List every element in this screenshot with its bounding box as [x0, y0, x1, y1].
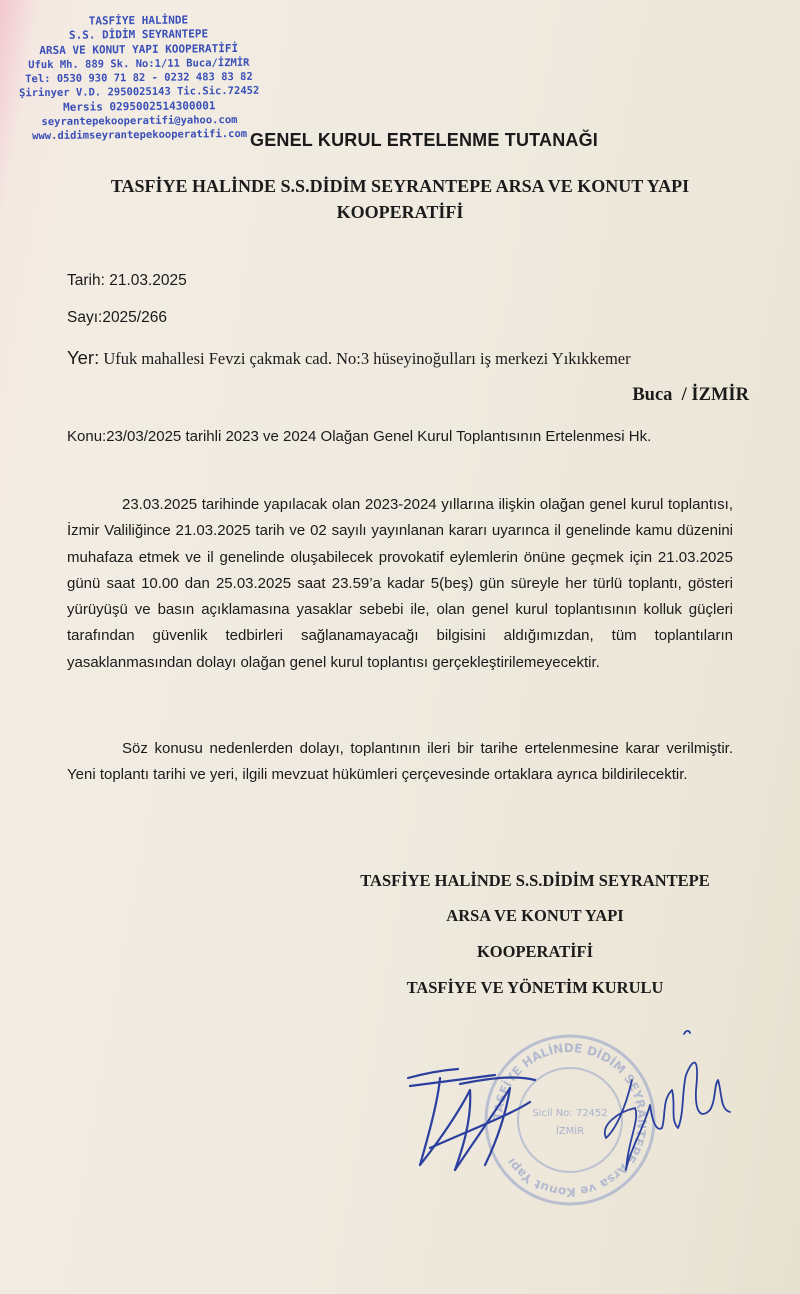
- document-number: Sayı:2025/266: [67, 309, 167, 326]
- signature-line-1: TASFİYE HALİNDE S.S.DİDİM SEYRANTEPE: [360, 871, 710, 890]
- signature-stroke: [605, 1063, 730, 1170]
- body-paragraph-2-text: Söz konusu nedenlerden dolayı, toplantının ileri bir tarihe ertelenmesine karar verilmiştir. Yeni toplantı tarihi ve yeri, ilgili mevzuat hükümleri çerçevesinde ortaklara ayrıca bildirilecektir.: [67, 740, 733, 784]
- signature-stroke: [455, 1088, 510, 1170]
- body-paragraph-2: [67, 736, 733, 789]
- place-label: Yer:: [67, 347, 100, 368]
- stamp-line: Mersis 0295002514300001: [63, 98, 216, 114]
- stamp-line: Tel: 0530 930 71 82 - 0232 483 83 82: [25, 70, 253, 86]
- seal-center-text: Sicil No: 72452: [532, 1108, 608, 1119]
- signature-line-3: KOOPERATİFİ: [476, 942, 594, 961]
- meeting-city: Buca / İZMİR: [632, 385, 749, 405]
- signature-stroke: [684, 1031, 690, 1034]
- body-paragraph-1: [67, 492, 733, 676]
- seal-ring-text: TASFİYE HALİNDE DİDİM SEYRANTEPE Arsa ve Konut Yapı: [490, 1040, 650, 1200]
- handwritten-signatures: [400, 1020, 740, 1190]
- body-paragraph-1-text: 23.03.2025 tarihinde yapılacak olan 2023-2024 yıllarına ilişkin olağan genel kurul toplantısı, İzmir Valiliğince 21.03.2025 tarih ve 02 sayılı yayınlanan kararı uyarınca il genelinde kamu düzenini muhafaza etmek ve il genelinde oluşabilecek provokatif eylemlerin önüne geçmek için 21.03.2025 günü saat 10.00 dan 25.03.2025 saat 23.59’a kadar 5(beş) gün süreyle her türlü toplantı, gösteri yürüyüşü ve basın açıklamasına yasaklar sebebi ile, olan genel kurul toplantısının kolluk güçleri tarafından güvenlik tedbirleri sağlanamayacağı bilgisini aldığımızdan, tüm toplantıların yasaklanmasından dolayı olağan genel kurul toplantısı gerçekleştirilemeyecektir.: [67, 496, 733, 671]
- signature-stroke: [430, 1102, 530, 1148]
- document-date: Tarih: 21.03.2025: [67, 272, 187, 289]
- stamp-line: Şirinyer V.D. 2950025143 Tic.Sic.72452: [18, 85, 260, 100]
- seal-center-city: İZMİR: [555, 1126, 585, 1137]
- stamp-line: www.didimseyrantepekooperatifi.com: [32, 128, 248, 143]
- place-value: Ufuk mahallesi Fevzi çakmak cad. No:3 hüseyinoğulları iş merkezi Yıkıkkemer: [103, 349, 631, 368]
- signature-line-2: ARSA VE KONUT YAPI: [446, 906, 624, 925]
- stamp-line: ARSA VE KONUT YAPI KOOPERATİFİ: [39, 41, 239, 57]
- company-stamp: [13, 13, 264, 144]
- signature-line-4: TASFİYE VE YÖNETİM KURULU: [406, 978, 664, 997]
- cooperative-name-line1: TASFİYE HALİNDE S.S.DİDİM SEYRANTEPE ARSA VE KONUT YAPI: [110, 176, 690, 196]
- stamp-line: S.S. DİDİM SEYRANTEPE: [68, 27, 209, 43]
- signature-stroke: [408, 1069, 458, 1078]
- stamp-line: seyrantepekooperatifi@yahoo.com: [41, 114, 238, 129]
- stamp-line: TASFİYE HALİNDE: [88, 13, 189, 28]
- document-subject: Konu:23/03/2025 tarihli 2023 ve 2024 Olağan Genel Kurul Toplantısının Ertelenmesi Hk.: [67, 428, 652, 445]
- stamp-line: Ufuk Mh. 889 Sk. No:1/11 Buca/İZMİR: [28, 56, 250, 72]
- cooperative-name-line2: KOOPERATİFİ: [336, 202, 464, 222]
- cooperative-name: [60, 173, 740, 225]
- meeting-place: [67, 347, 631, 369]
- document-title: GENEL KURUL ERTELENME TUTANAĞI: [250, 130, 599, 150]
